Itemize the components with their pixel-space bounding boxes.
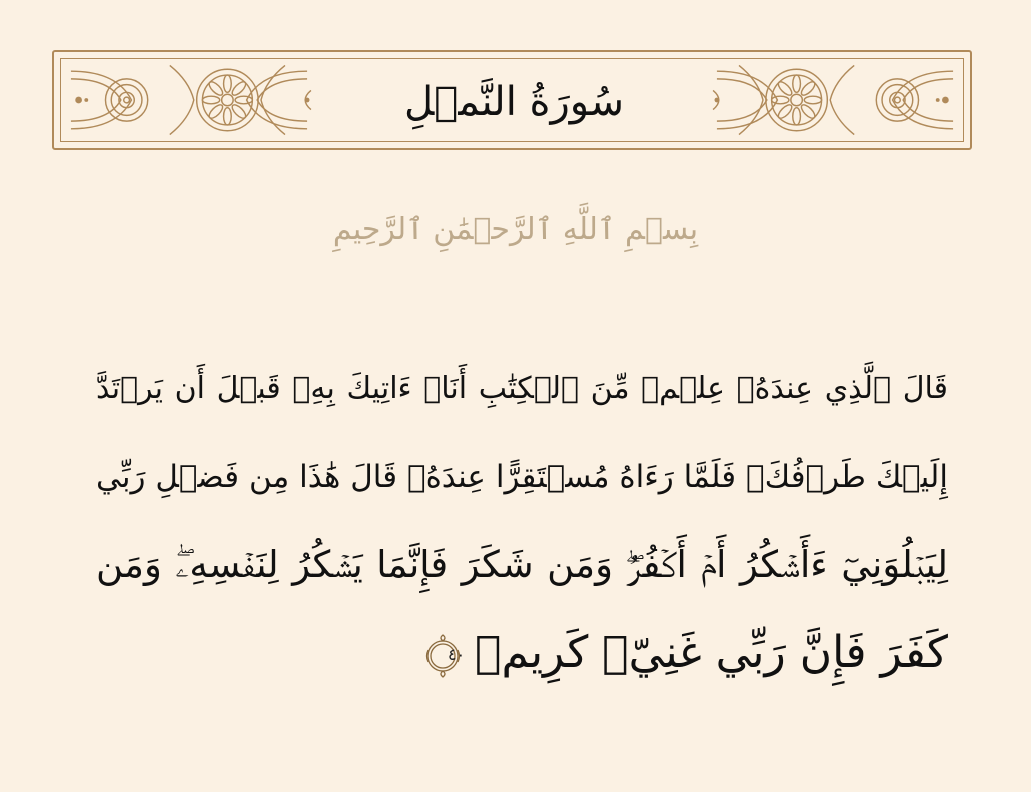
ayah-number: ٤٠: [447, 645, 466, 664]
verse-text: [96, 345, 948, 697]
surah-title: سُورَةُ النَّمۡلِ: [404, 79, 624, 125]
verse-line-4-wrap: [96, 609, 948, 697]
verse-line-3: لِيَبۡلُوَنِيٓ ءَأَشۡكُرُ أَمۡ أَكۡفُرُۖ وَمَن شَكَرَ فَإِنَّمَا يَشۡكُرُ لِنَفۡسِهِۦۖ وَمَن: [96, 543, 948, 586]
surah-header-frame: [52, 50, 972, 150]
header-ornament-right: [700, 52, 970, 148]
header-ornament-left: [54, 52, 324, 148]
verse-line-1: قَالَ ٱلَّذِي عِندَهُۥ عِلۡمٞ مِّنَ ٱلۡكِتَٰبِ أَنَا۠ ءَاتِيكَ بِهِۦ قَبۡلَ أَن يَرۡتَدَّ: [96, 371, 948, 406]
verse-line-4: كَفَرَ فَإِنَّ رَبِّي غَنِيّٞ كَرِيمٞ: [475, 627, 948, 678]
verse-line-2: إِلَيۡكَ طَرۡفُكَۚ فَلَمَّا رَءَاهُ مُسۡتَقِرًّا عِندَهُۥ قَالَ هَٰذَا مِن فَضۡلِ رَبِّي: [96, 459, 948, 495]
basmala: بِسۡمِ ٱللَّهِ ٱلرَّحۡمَٰنِ ٱلرَّحِيمِ: [332, 212, 699, 247]
surah-title-box: [369, 63, 659, 141]
ayah-end-marker-icon: [421, 632, 465, 678]
